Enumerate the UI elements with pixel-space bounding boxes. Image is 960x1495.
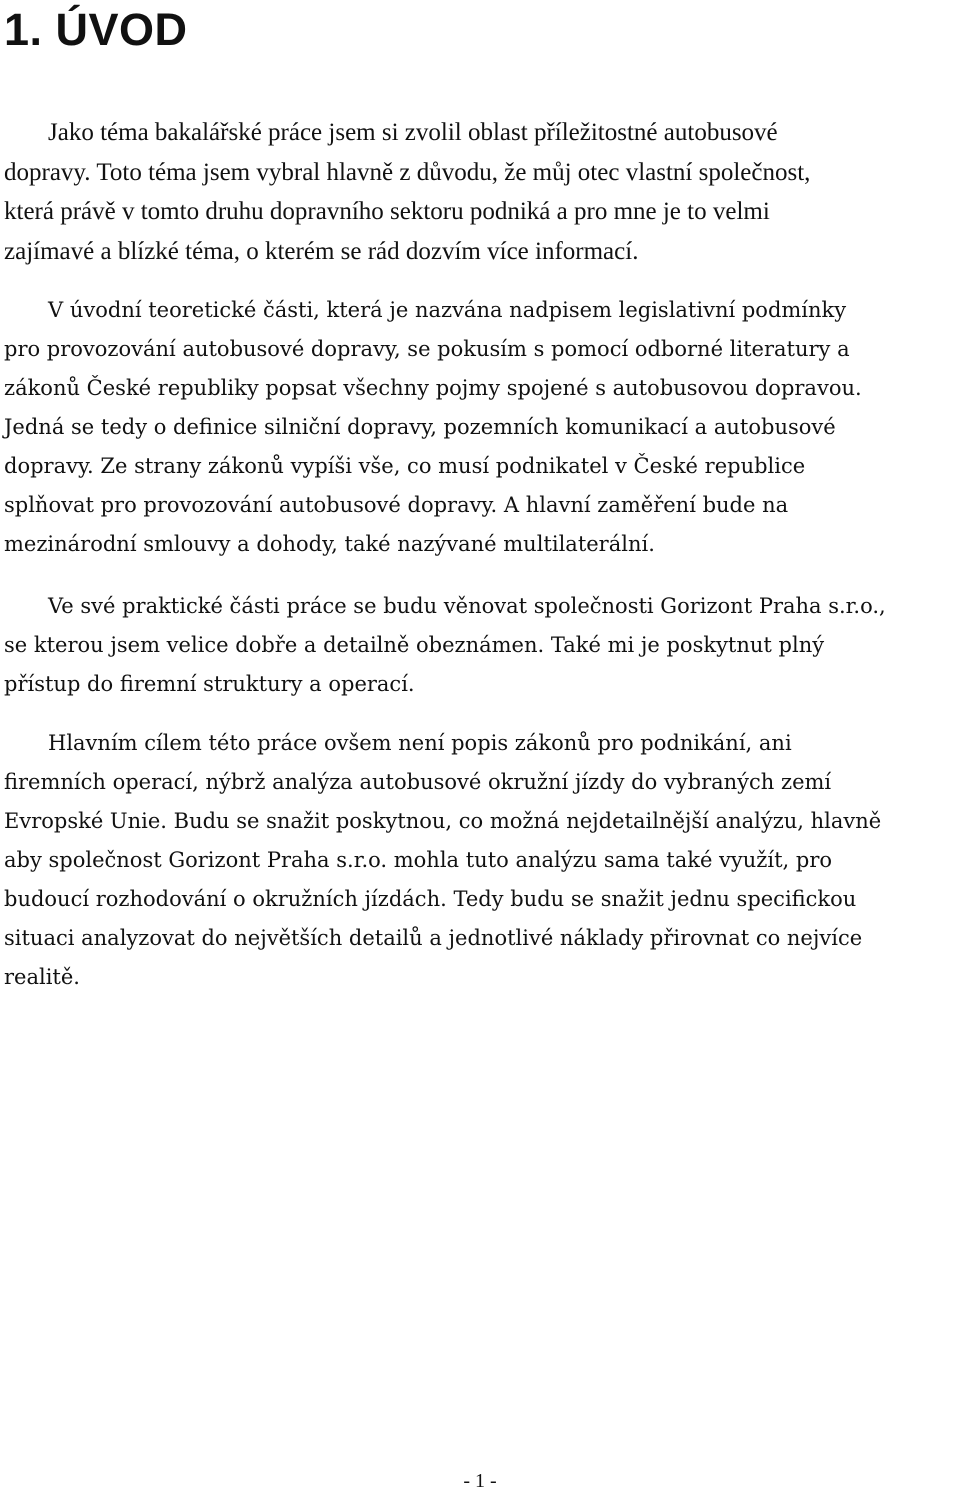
paragraph-line: V úvodní teoretické části, která je nazvána nadpisem legislativní podmínky	[48, 298, 847, 322]
paragraph-line: Evropské Unie. Budu se snažit poskytnou, co možná nejdetailnější analýzu, hlavně	[4, 809, 882, 833]
paragraph-line: firemních operací, nýbrž analýza autobusové okružní jízdy do vybraných zemí	[4, 770, 832, 794]
paragraph-practical	[4, 587, 960, 704]
page-title: 1. ÚVOD	[4, 4, 188, 55]
paragraph-line: mezinárodní smlouvy a dohody, také nazývané multilaterální.	[4, 532, 655, 556]
paragraph-line: přístup do firemní struktury a operací.	[4, 672, 415, 696]
paragraph-line: dopravy. Toto téma jsem vybral hlavně z důvodu, že můj otec vlastní společnost,	[4, 158, 811, 186]
page-number: - 1 -	[463, 1470, 497, 1492]
paragraph-line: realitě.	[4, 965, 80, 989]
paragraph-line: zajímavé a blízké téma, o kterém se rád dozvím více informací.	[4, 237, 639, 265]
paragraph-line: Hlavním cílem této práce ovšem není popis zákonů pro podnikání, ani	[48, 731, 792, 755]
paragraph-line: Jako téma bakalářské práce jsem si zvolil oblast příležitostné autobusové	[48, 119, 778, 146]
paragraph-line: aby společnost Gorizont Praha s.r.o. mohla tuto analýzu sama také využít, pro	[4, 848, 833, 872]
paragraph-line: Jedná se tedy o definice silniční dopravy, pozemních komunikací a autobusové	[4, 415, 836, 439]
paragraph-line: dopravy. Ze strany zákonů vypíši vše, co musí podnikatel v České republice	[4, 454, 806, 478]
paragraph-line: Ve své praktické části práce se budu věnovat společnosti Gorizont Praha s.r.o.,	[48, 594, 886, 618]
paragraph-line: zákonů České republiky popsat všechny pojmy spojené s autobusovou dopravou.	[4, 376, 862, 400]
paragraph-line: splňovat pro provozování autobusové dopravy. A hlavní zaměření bude na	[4, 493, 789, 517]
paragraph-intro	[4, 113, 960, 271]
paragraph-goal	[4, 724, 960, 997]
paragraph-theory	[4, 291, 960, 564]
paragraph-line: se kterou jsem velice dobře a detailně obeznámen. Také mi je poskytnut plný	[4, 633, 825, 657]
paragraph-line: situaci analyzovat do největších detailů a jednotlivé náklady přirovnat co nejvíce	[4, 926, 863, 950]
paragraph-line: budoucí rozhodování o okružních jízdách. Tedy budu se snažit jednu specifickou	[4, 887, 857, 911]
paragraph-line: pro provozování autobusové dopravy, se pokusím s pomocí odborné literatury a	[4, 337, 850, 361]
paragraph-line: která právě v tomto druhu dopravního sektoru podniká a pro mne je to velmi	[4, 198, 770, 225]
